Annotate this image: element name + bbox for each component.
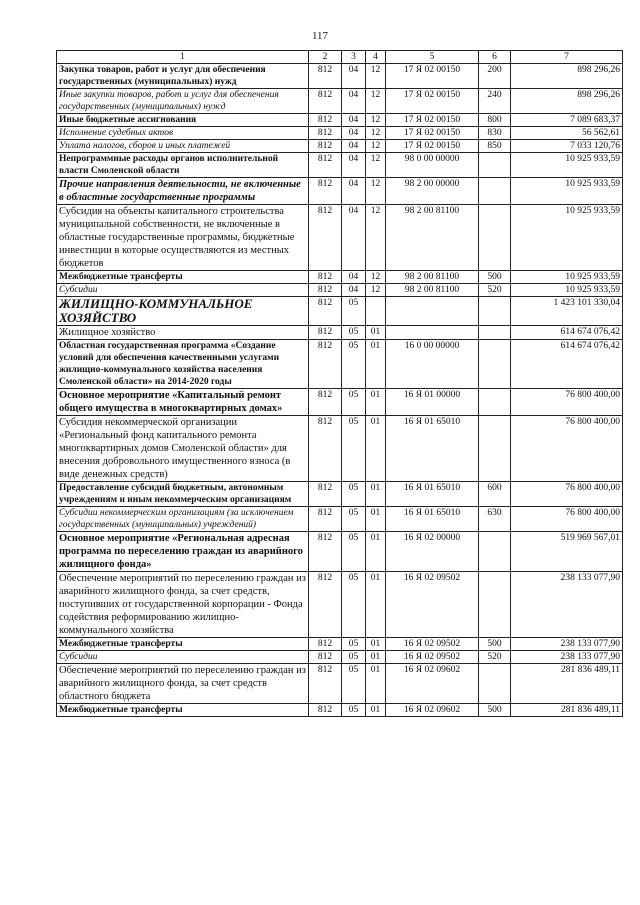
row-subsection-cell: 01 <box>366 532 386 572</box>
row-expense-type-cell: 850 <box>479 140 511 153</box>
row-amount-cell: 10 925 933,59 <box>511 271 623 284</box>
row-subsection-cell: 12 <box>366 205 386 271</box>
row-expense-type-cell <box>479 340 511 389</box>
row-expense-type-cell: 600 <box>479 482 511 507</box>
row-amount-cell: 76 800 400,00 <box>511 507 623 532</box>
row-section-cell: 05 <box>342 482 366 507</box>
row-target-item-cell: 16 Я 01 65010 <box>386 507 479 532</box>
row-target-item-cell: 16 Я 01 00000 <box>386 389 479 416</box>
row-name-cell: Обеспечение мероприятий по переселению граждан из аварийного жилищного фонда, за счет средств областного бюджета <box>57 664 309 704</box>
table-row <box>57 64 623 89</box>
row-section-cell: 05 <box>342 651 366 664</box>
row-target-item-cell: 98 2 00 81100 <box>386 205 479 271</box>
row-target-item-cell: 16 Я 01 65010 <box>386 416 479 482</box>
row-code-main-cell: 812 <box>309 64 342 89</box>
row-target-item-cell: 17 Я 02 00150 <box>386 64 479 89</box>
row-amount-cell: 1 423 101 330,04 <box>511 297 623 326</box>
row-subsection-cell: 01 <box>366 482 386 507</box>
row-expense-type-cell <box>479 297 511 326</box>
row-expense-type-cell <box>479 572 511 638</box>
header-cell: 1 <box>57 51 309 64</box>
row-target-item-cell: 98 2 00 00000 <box>386 178 479 205</box>
table-row <box>57 140 623 153</box>
row-amount-cell: 76 800 400,00 <box>511 416 623 482</box>
row-amount-cell: 76 800 400,00 <box>511 482 623 507</box>
row-section-cell: 05 <box>342 326 366 340</box>
row-section-cell: 04 <box>342 284 366 297</box>
table-row <box>57 114 623 127</box>
row-subsection-cell: 01 <box>366 340 386 389</box>
row-section-cell: 05 <box>342 297 366 326</box>
row-expense-type-cell <box>479 532 511 572</box>
row-section-cell: 04 <box>342 89 366 114</box>
row-target-item-cell: 98 2 00 81100 <box>386 284 479 297</box>
row-code-main-cell: 812 <box>309 704 342 717</box>
row-subsection-cell: 12 <box>366 140 386 153</box>
row-subsection-cell: 12 <box>366 153 386 178</box>
row-name-cell: Жилищное хозяйство <box>57 326 309 340</box>
row-expense-type-cell: 500 <box>479 704 511 717</box>
table-row <box>57 89 623 114</box>
row-amount-cell: 7 033 120,76 <box>511 140 623 153</box>
table-row <box>57 416 623 482</box>
row-name-cell: Межбюджетные трансферты <box>57 638 309 651</box>
table-row <box>57 532 623 572</box>
row-target-item-cell: 16 0 00 00000 <box>386 340 479 389</box>
table-row <box>57 205 623 271</box>
row-amount-cell: 10 925 933,59 <box>511 153 623 178</box>
row-name-cell: Основное мероприятие «Капитальный ремонт общего имущества в многоквартирных домах» <box>57 389 309 416</box>
row-expense-type-cell: 500 <box>479 271 511 284</box>
row-subsection-cell: 01 <box>366 664 386 704</box>
row-section-cell: 04 <box>342 140 366 153</box>
row-name-cell: ЖИЛИЩНО-КОММУНАЛЬНОЕ ХОЗЯЙСТВО <box>57 297 309 326</box>
row-subsection-cell: 12 <box>366 284 386 297</box>
row-code-main-cell: 812 <box>309 482 342 507</box>
row-name-cell: Иные закупки товаров, работ и услуг для обеспечения государственных (муниципальных) нужд <box>57 89 309 114</box>
row-name-cell: Основное мероприятие «Региональная адресная программа по переселению граждан из аварийного жилищного фонда» <box>57 532 309 572</box>
row-code-main-cell: 812 <box>309 114 342 127</box>
table-row <box>57 389 623 416</box>
row-expense-type-cell <box>479 664 511 704</box>
row-amount-cell: 10 925 933,59 <box>511 178 623 205</box>
row-amount-cell: 7 089 683,37 <box>511 114 623 127</box>
row-name-cell: Закупка товаров, работ и услуг для обеспечения государственных (муниципальных) нужд <box>57 64 309 89</box>
row-subsection-cell: 12 <box>366 178 386 205</box>
page-number: 117 <box>311 30 329 42</box>
row-code-main-cell: 812 <box>309 664 342 704</box>
row-target-item-cell: 16 Я 02 09602 <box>386 704 479 717</box>
row-subsection-cell: 12 <box>366 127 386 140</box>
row-expense-type-cell: 500 <box>479 638 511 651</box>
table-row <box>57 482 623 507</box>
table-row <box>57 326 623 340</box>
row-amount-cell: 238 133 077,90 <box>511 638 623 651</box>
row-subsection-cell <box>366 297 386 326</box>
row-expense-type-cell: 630 <box>479 507 511 532</box>
row-section-cell: 04 <box>342 127 366 140</box>
row-target-item-cell: 17 Я 02 00150 <box>386 140 479 153</box>
row-code-main-cell: 812 <box>309 340 342 389</box>
row-name-cell: Уплата налогов, сборов и иных платежей <box>57 140 309 153</box>
row-expense-type-cell <box>479 389 511 416</box>
row-subsection-cell: 01 <box>366 704 386 717</box>
row-section-cell: 05 <box>342 389 366 416</box>
row-amount-cell: 238 133 077,90 <box>511 572 623 638</box>
row-target-item-cell: 16 Я 01 65010 <box>386 482 479 507</box>
row-target-item-cell: 16 Я 02 09602 <box>386 664 479 704</box>
row-code-main-cell: 812 <box>309 389 342 416</box>
row-expense-type-cell <box>479 153 511 178</box>
header-cell: 5 <box>386 51 479 64</box>
row-name-cell: Субсидии некоммерческим организациям (за исключением государственных (муниципальных) учреждений) <box>57 507 309 532</box>
row-expense-type-cell: 520 <box>479 651 511 664</box>
table-row <box>57 638 623 651</box>
row-subsection-cell: 12 <box>366 89 386 114</box>
header-row <box>57 51 623 64</box>
row-name-cell: Межбюджетные трансферты <box>57 704 309 717</box>
row-expense-type-cell: 200 <box>479 64 511 89</box>
row-target-item-cell: 17 Я 02 00150 <box>386 127 479 140</box>
row-amount-cell: 238 133 077,90 <box>511 651 623 664</box>
table-row <box>57 153 623 178</box>
row-code-main-cell: 812 <box>309 532 342 572</box>
header-cell: 4 <box>366 51 386 64</box>
table-row <box>57 704 623 717</box>
row-subsection-cell: 12 <box>366 114 386 127</box>
row-name-cell: Непрограммные расходы органов исполнительной власти Смоленской области <box>57 153 309 178</box>
row-expense-type-cell <box>479 326 511 340</box>
budget-table <box>56 50 623 717</box>
table-row <box>57 507 623 532</box>
row-subsection-cell: 12 <box>366 271 386 284</box>
row-name-cell: Субсидия некоммерческой организации «Региональный фонд капитального ремонта многоквартирных домов Смоленской области» для внесения добровольного имущественного взноса (в виде денежных средств) <box>57 416 309 482</box>
row-section-cell: 04 <box>342 153 366 178</box>
row-amount-cell: 281 836 489,11 <box>511 704 623 717</box>
row-amount-cell: 76 800 400,00 <box>511 389 623 416</box>
row-subsection-cell: 01 <box>366 638 386 651</box>
row-code-main-cell: 812 <box>309 140 342 153</box>
row-section-cell: 05 <box>342 638 366 651</box>
row-subsection-cell: 01 <box>366 326 386 340</box>
row-target-item-cell <box>386 297 479 326</box>
row-amount-cell: 10 925 933,59 <box>511 284 623 297</box>
row-amount-cell: 10 925 933,59 <box>511 205 623 271</box>
table-row <box>57 664 623 704</box>
row-subsection-cell: 01 <box>366 572 386 638</box>
row-section-cell: 04 <box>342 271 366 284</box>
row-expense-type-cell <box>479 205 511 271</box>
row-name-cell: Межбюджетные трансферты <box>57 271 309 284</box>
row-amount-cell: 614 674 076,42 <box>511 340 623 389</box>
row-target-item-cell: 98 0 00 00000 <box>386 153 479 178</box>
row-expense-type-cell <box>479 416 511 482</box>
row-target-item-cell: 98 2 00 81100 <box>386 271 479 284</box>
row-code-main-cell: 812 <box>309 416 342 482</box>
row-target-item-cell: 16 Я 02 09502 <box>386 638 479 651</box>
row-code-main-cell: 812 <box>309 127 342 140</box>
row-expense-type-cell: 240 <box>479 89 511 114</box>
row-subsection-cell: 01 <box>366 389 386 416</box>
row-code-main-cell: 812 <box>309 651 342 664</box>
row-amount-cell: 614 674 076,42 <box>511 326 623 340</box>
row-code-main-cell: 812 <box>309 153 342 178</box>
row-section-cell: 04 <box>342 114 366 127</box>
table-row <box>57 127 623 140</box>
row-section-cell: 05 <box>342 704 366 717</box>
row-code-main-cell: 812 <box>309 638 342 651</box>
row-code-main-cell: 812 <box>309 297 342 326</box>
table-row <box>57 178 623 205</box>
row-expense-type-cell: 830 <box>479 127 511 140</box>
row-code-main-cell: 812 <box>309 178 342 205</box>
row-target-item-cell: 17 Я 02 00150 <box>386 89 479 114</box>
row-amount-cell: 898 296,26 <box>511 89 623 114</box>
row-subsection-cell: 12 <box>366 64 386 89</box>
table-row <box>57 284 623 297</box>
row-name-cell: Прочие направления деятельности, не включенные в областные государственные программы <box>57 178 309 205</box>
header-cell: 7 <box>511 51 623 64</box>
row-expense-type-cell: 520 <box>479 284 511 297</box>
table-body <box>57 64 623 717</box>
row-name-cell: Исполнение судебных актов <box>57 127 309 140</box>
row-name-cell: Обеспечение мероприятий по переселению граждан из аварийного жилищного фонда, за счет средств, поступивших от государственной корпорации - Фонда содействия реформированию жилищно-коммунального хозяйства <box>57 572 309 638</box>
row-code-main-cell: 812 <box>309 326 342 340</box>
row-section-cell: 04 <box>342 178 366 205</box>
row-code-main-cell: 812 <box>309 271 342 284</box>
row-code-main-cell: 812 <box>309 572 342 638</box>
row-section-cell: 04 <box>342 205 366 271</box>
row-subsection-cell: 01 <box>366 651 386 664</box>
row-expense-type-cell: 800 <box>479 114 511 127</box>
row-section-cell: 05 <box>342 572 366 638</box>
table-row <box>57 651 623 664</box>
row-section-cell: 05 <box>342 507 366 532</box>
row-code-main-cell: 812 <box>309 284 342 297</box>
table-row <box>57 340 623 389</box>
row-name-cell: Иные бюджетные ассигнования <box>57 114 309 127</box>
row-name-cell: Субсидия на объекты капитального строительства муниципальной собственности, не включенные в областные государственные программы, бюджетные инвестиции в которые осуществляются из местных бюджетов <box>57 205 309 271</box>
row-subsection-cell: 01 <box>366 416 386 482</box>
row-name-cell: Предоставление субсидий бюджетным, автономным учреждениям и иным некоммерческим организациям <box>57 482 309 507</box>
row-code-main-cell: 812 <box>309 507 342 532</box>
row-code-main-cell: 812 <box>309 205 342 271</box>
header-cell: 2 <box>309 51 342 64</box>
row-amount-cell: 519 969 567,01 <box>511 532 623 572</box>
row-amount-cell: 898 296,26 <box>511 64 623 89</box>
row-target-item-cell: 17 Я 02 00150 <box>386 114 479 127</box>
row-name-cell: Субсидии <box>57 651 309 664</box>
row-code-main-cell: 812 <box>309 89 342 114</box>
row-amount-cell: 56 562,61 <box>511 127 623 140</box>
row-section-cell: 05 <box>342 340 366 389</box>
row-target-item-cell <box>386 326 479 340</box>
row-section-cell: 05 <box>342 664 366 704</box>
table-row <box>57 297 623 326</box>
row-amount-cell: 281 836 489,11 <box>511 664 623 704</box>
row-section-cell: 05 <box>342 532 366 572</box>
row-target-item-cell: 16 Я 02 09502 <box>386 651 479 664</box>
table-row <box>57 271 623 284</box>
row-target-item-cell: 16 Я 02 00000 <box>386 532 479 572</box>
row-name-cell: Областная государственная программа «Создание условий для обеспечения качественными услугами жилищно-коммунального хозяйства населения Смоленской области» на 2014-2020 годы <box>57 340 309 389</box>
row-target-item-cell: 16 Я 02 09502 <box>386 572 479 638</box>
row-section-cell: 05 <box>342 416 366 482</box>
header-cell: 3 <box>342 51 366 64</box>
header-cell: 6 <box>479 51 511 64</box>
row-section-cell: 04 <box>342 64 366 89</box>
row-name-cell: Субсидии <box>57 284 309 297</box>
table-row <box>57 572 623 638</box>
row-subsection-cell: 01 <box>366 507 386 532</box>
row-expense-type-cell <box>479 178 511 205</box>
